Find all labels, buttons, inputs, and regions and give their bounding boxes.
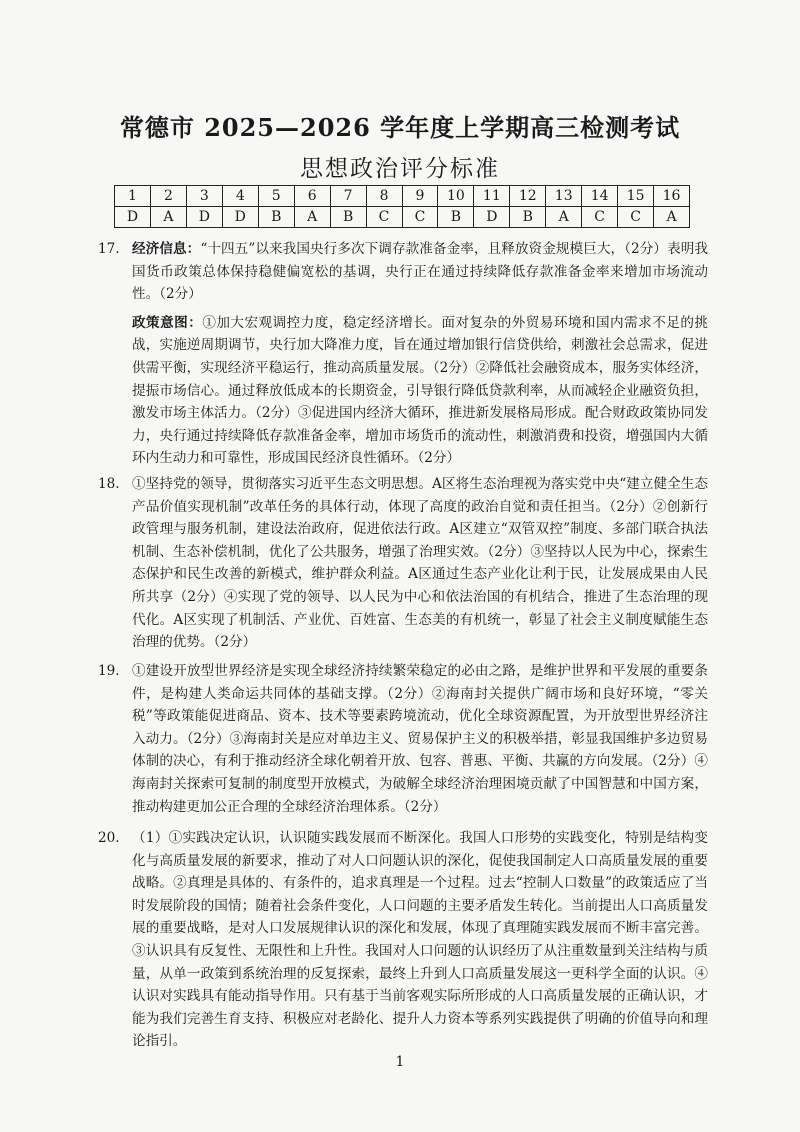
question-number-cell: 6 — [294, 186, 330, 207]
answer-cell: B — [258, 207, 294, 228]
economic-info-text: “十四五”以来我国央行多次下调存款准备金率，且释放资金规模巨大，（2分）表明我国货币政策总体保持稳健偏宽松的基调，央行正在通过持续降低存款准备金率来增加市场流动性。（2分） — [132, 241, 709, 303]
question-number-cell: 16 — [654, 186, 690, 207]
question-number-cell: 3 — [186, 186, 222, 207]
answer-cell: A — [654, 207, 690, 228]
question-17 — [100, 238, 708, 470]
question-number-cell: 7 — [330, 186, 366, 207]
policy-intent-paragraph — [132, 312, 708, 470]
answer-cell: C — [582, 207, 618, 228]
answer-cell: A — [150, 207, 186, 228]
answer-cell: D — [222, 207, 258, 228]
question-number-cell: 15 — [618, 186, 654, 207]
question-number-cell: 9 — [402, 186, 438, 207]
policy-intent-text: ①加大宏观调控力度，稳定经济增长。面对复杂的外贸易环境和国内需求不足的挑战，实施逆周期调节，央行加大降准力度，旨在通过增加银行信贷供给，刺激社会总需求，促进供需平衡，实现经济平稳运行，推动高质量发展。（2分）②降低社会融资成本，服务实体经济，提振市场信心。通过释放低成本的长期资金，引导银行降低贷款利率，从而减轻企业融资负担，激发市场主体活力。（2分）③促进国内经济大循环，推进新发展格局形成。配合财政政策协同发力，央行通过持续降低存款准备金率，增加市场货币的流动性，刺激消费和投资，增强国内大循环内生动力和可靠性，形成国民经济良性循环。（2分） — [132, 314, 709, 467]
question-number: 18. — [98, 476, 120, 492]
answer-cell: B — [510, 207, 546, 228]
answer-text: ①建设开放型世界经济是实现全球经济持续繁荣稳定的必由之路，是维护世界和平发展的重要条件，是构建人类命运共同体的基础支撑。（2分）②海南封关提供广阔市场和良好环境，“零关税”等政策能促进商品、资本、技术等要素跨境流动，优化全球资源配置，为开放型世界经济注入动力。（2分）③海南封关是应对单边主义、贸易保护主义的积极举措，彰显我国维护多边贸易体制的决心，有利于推动经济全球化朝着开放、包容、普惠、平衡、共赢的方向发展。（2分）④海南封关探索可复制的制度型开放模式，为破解全球经济治理困境贡献了中国智慧和中国方案，推动构建更加公正合理的全球经济治理体系。（2分） — [132, 663, 708, 815]
question-18 — [100, 473, 708, 654]
answer-cell: C — [366, 207, 402, 228]
question-20 — [100, 827, 708, 1053]
answer-cell: D — [186, 207, 222, 228]
answer-cell: B — [330, 207, 366, 228]
question-number-cell: 10 — [438, 186, 474, 207]
economic-info-paragraph — [132, 238, 708, 306]
question-number: 17. — [98, 241, 120, 257]
question-number-cell: 4 — [222, 186, 258, 207]
answer-cell: C — [402, 207, 438, 228]
question-number: 19. — [98, 663, 120, 679]
answer-table-answers-row — [115, 207, 690, 228]
question-number-cell: 8 — [366, 186, 402, 207]
question-number-cell: 14 — [582, 186, 618, 207]
answer-cell: A — [546, 207, 582, 228]
question-number-cell: 5 — [258, 186, 294, 207]
question-number-cell: 13 — [546, 186, 582, 207]
answer-cell: C — [618, 207, 654, 228]
answer-table — [114, 185, 690, 228]
answer-text: （1）①实践决定认识，认识随实践发展而不断深化。我国人口形势的实践变化，特别是结构变化与高质量发展的新要求，推动了对人口问题认识的深化，促使我国制定人口高质量发展的重要战略。②真理是具体的、有条件的，追求真理是一个过程。过去“控制人口数量”的政策适应了当时发展阶段的国情；随着社会条件变化，人口问题的主要矛盾发生转化。当前提出人口高质量发展的重要战略，是对人口发展规律认识的深化和发展，体现了真理随实践发展而不断丰富完善。③认识具有反复性、无限性和上升性。我国对人口问题的认识经历了从注重数量到关注结构与质量，从单一政策到系统治理的反复探索，最终上升到人口高质量发展这一更科学全面的认识。④认识对实践具有能动指导作用。只有基于当前客观实际所形成的人口高质量发展的正确认识，才能为我们完善生育支持、积极应对老龄化、提升人力资本等系列实践提供了明确的价值导向和理论指引。 — [132, 830, 708, 1050]
answer-cell: A — [294, 207, 330, 228]
answer-cell: B — [438, 207, 474, 228]
answer-text: ①坚持党的领导，贯彻落实习近平生态文明思想。A区将生态治理视为落实党中央“建立健全生态产品价值实现机制”改革任务的具体行动，体现了高度的政治自觉和责任担当。（2分）②创新行政管理与服务机制，建设法治政府，促进依法行政。A区建立“双管双控”制度、多部门联合执法机制、生态补偿机制，优化了公共服务，增强了治理实效。（2分）③坚持以人民为中心，探索生态保护和民生改善的新模式，维护群众利益。A区通过生态产业化让利于民，让发展成果由人民所共享（2分）④实现了党的领导、以人民为中心和依法治国的有机结合，推进了生态治理的现代化。A区实现了机制活、产业优、百姓富、生态美的有机统一，彰显了社会主义制度赋能生态治理的优势。（2分） — [132, 476, 708, 651]
answer-cell: D — [115, 207, 151, 228]
question-number: 20. — [98, 830, 120, 846]
answer-table-numbers-row — [115, 186, 690, 207]
exam-title: 常德市 2025—2026 学年度上学期高三检测考试 — [119, 113, 681, 142]
page-number: 1 — [395, 1054, 405, 1070]
question-number-cell: 11 — [474, 186, 510, 207]
answer-cell: D — [474, 207, 510, 228]
question-number-cell: 1 — [115, 186, 151, 207]
policy-intent-label: 政策意图： — [132, 314, 203, 331]
question-number-cell: 12 — [510, 186, 546, 207]
question-19 — [100, 660, 708, 818]
exam-subtitle: 思想政治评分标准 — [300, 156, 500, 182]
economic-info-label: 经济信息： — [132, 241, 201, 257]
question-number-cell: 2 — [150, 186, 186, 207]
